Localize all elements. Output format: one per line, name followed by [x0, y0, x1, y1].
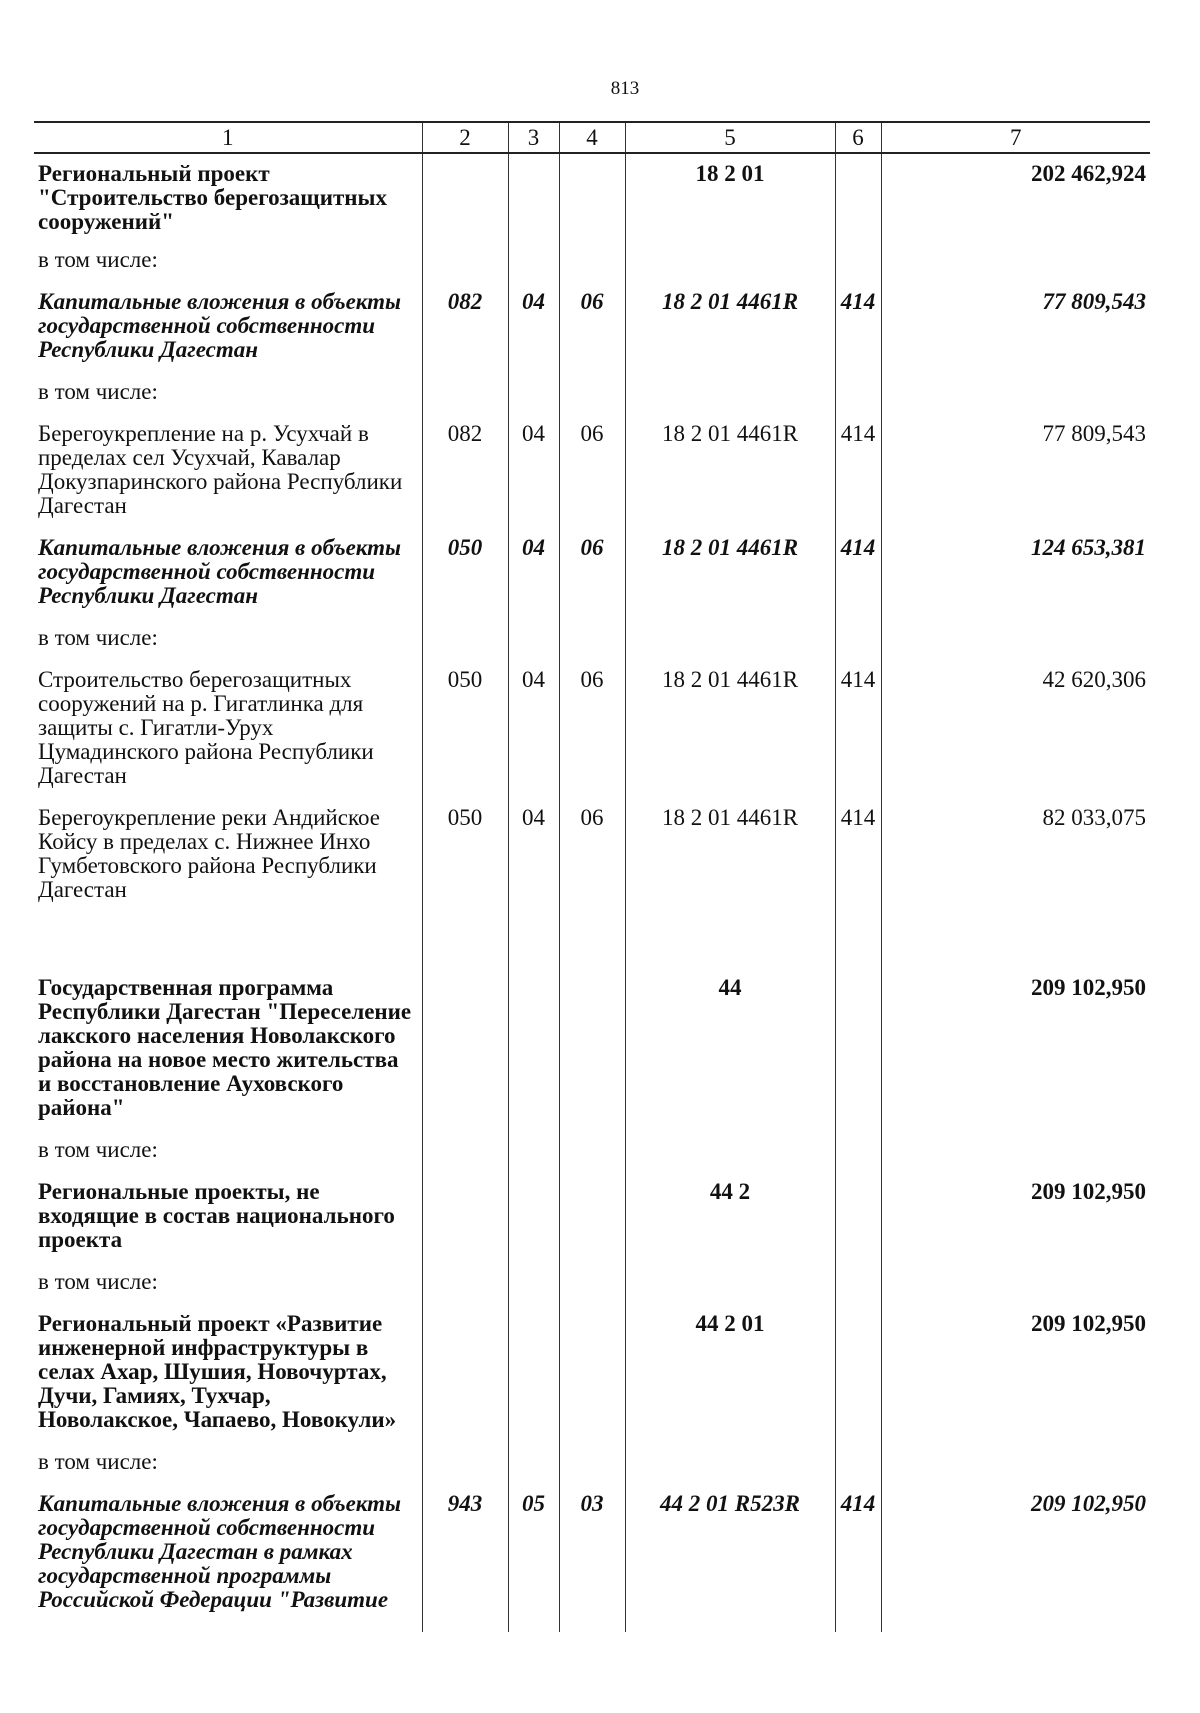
- cell-admin-code: 943: [422, 1488, 508, 1632]
- table-row: [34, 664, 1150, 802]
- cell-subsection: 03: [559, 1488, 625, 1632]
- cell-amount: 82 033,075: [881, 802, 1150, 972]
- cell-amount: 77 809,543: [881, 418, 1150, 532]
- cell-expense-type: [835, 1446, 881, 1488]
- cell-admin-code: [422, 376, 508, 418]
- cell-name: Капитальные вложения в объекты государственной собственности Республики Дагестан: [34, 286, 422, 376]
- cell-admin-code: [422, 622, 508, 664]
- cell-amount: [881, 376, 1150, 418]
- table-row: [34, 1308, 1150, 1446]
- cell-subsection: [559, 1176, 625, 1266]
- cell-subsection: [559, 376, 625, 418]
- cell-target-article: 18 2 01 4461R: [625, 664, 835, 802]
- cell-expense-type: [835, 153, 881, 244]
- cell-subsection: [559, 1134, 625, 1176]
- cell-name: в том числе:: [34, 1266, 422, 1308]
- cell-subsection: [559, 153, 625, 244]
- page-number: 813: [610, 78, 640, 99]
- cell-name: Берегоукрепление на р. Усухчай в пределах сел Усухчай, Кавалар Докузпаринского района Республики Дагестан: [34, 418, 422, 532]
- cell-admin-code: [422, 244, 508, 286]
- cell-target-article: 18 2 01: [625, 153, 835, 244]
- cell-admin-code: [422, 153, 508, 244]
- cell-name: Строительство берегозащитных сооружений на р. Гигатлинка для защиты с. Гигатли-Урух Цумадинского района Республики Дагестан: [34, 664, 422, 802]
- col-header-3: 3: [508, 122, 559, 153]
- cell-expense-type: 414: [835, 664, 881, 802]
- cell-subsection: 06: [559, 802, 625, 972]
- cell-section: [508, 1308, 559, 1446]
- cell-section: [508, 1266, 559, 1308]
- cell-subsection: [559, 1308, 625, 1446]
- cell-name: Региональные проекты, не входящие в состав национального проекта: [34, 1176, 422, 1266]
- cell-section: [508, 622, 559, 664]
- cell-admin-code: 082: [422, 286, 508, 376]
- cell-subsection: 06: [559, 532, 625, 622]
- cell-name: Капитальные вложения в объекты государственной собственности Республики Дагестан в рамках государственной программы Российской Федерации "Развитие: [34, 1488, 422, 1632]
- cell-amount: 124 653,381: [881, 532, 1150, 622]
- cell-section: [508, 244, 559, 286]
- cell-expense-type: 414: [835, 1488, 881, 1632]
- table-row: [34, 286, 1150, 376]
- table-row: [34, 802, 1150, 972]
- cell-expense-type: 414: [835, 532, 881, 622]
- cell-expense-type: [835, 1176, 881, 1266]
- cell-amount: 202 462,924: [881, 153, 1150, 244]
- cell-target-article: [625, 1134, 835, 1176]
- cell-target-article: 18 2 01 4461R: [625, 532, 835, 622]
- cell-target-article: 44 2 01 R523R: [625, 1488, 835, 1632]
- cell-amount: [881, 1134, 1150, 1176]
- col-header-2: 2: [422, 122, 508, 153]
- header-row: [34, 122, 1150, 153]
- cell-expense-type: [835, 1308, 881, 1446]
- cell-name: Региональный проект "Строительство берегозащитных сооружений": [34, 153, 422, 244]
- table-row: [34, 1176, 1150, 1266]
- cell-amount: 77 809,543: [881, 286, 1150, 376]
- cell-name: в том числе:: [34, 1446, 422, 1488]
- cell-name: Капитальные вложения в объекты государственной собственности Республики Дагестан: [34, 532, 422, 622]
- cell-amount: 42 620,306: [881, 664, 1150, 802]
- cell-admin-code: [422, 1176, 508, 1266]
- cell-expense-type: [835, 244, 881, 286]
- cell-section: 04: [508, 532, 559, 622]
- cell-target-article: [625, 244, 835, 286]
- cell-name: Региональный проект «Развитие инженерной инфраструктуры в селах Ахар, Шушия, Новочуртах, Дучи, Гамиях, Тухчар, Новолакское, Чапаево, Новокули»: [34, 1308, 422, 1446]
- cell-amount: [881, 1266, 1150, 1308]
- col-header-7: 7: [881, 122, 1150, 153]
- cell-name: в том числе:: [34, 622, 422, 664]
- cell-section: 04: [508, 664, 559, 802]
- table-row: [34, 1266, 1150, 1308]
- cell-admin-code: [422, 1266, 508, 1308]
- cell-subsection: [559, 622, 625, 664]
- cell-expense-type: 414: [835, 286, 881, 376]
- cell-admin-code: 050: [422, 664, 508, 802]
- cell-target-article: [625, 376, 835, 418]
- cell-admin-code: [422, 972, 508, 1134]
- cell-target-article: 44: [625, 972, 835, 1134]
- cell-amount: 209 102,950: [881, 1488, 1150, 1632]
- cell-section: [508, 972, 559, 1134]
- cell-name: Государственная программа Республики Дагестан "Переселение лакского населения Новолакского района на новое место жительства и восстановление Ауховского района": [34, 972, 422, 1134]
- cell-subsection: [559, 1446, 625, 1488]
- cell-section: [508, 153, 559, 244]
- cell-section: 04: [508, 418, 559, 532]
- table-row: [34, 244, 1150, 286]
- cell-target-article: [625, 1446, 835, 1488]
- cell-section: [508, 376, 559, 418]
- cell-name: в том числе:: [34, 244, 422, 286]
- table-row: [34, 1488, 1150, 1632]
- cell-expense-type: [835, 972, 881, 1134]
- table-row: [34, 972, 1150, 1134]
- cell-target-article: [625, 622, 835, 664]
- cell-section: [508, 1446, 559, 1488]
- table-row: [34, 153, 1150, 244]
- table-row: [34, 622, 1150, 664]
- cell-subsection: [559, 1266, 625, 1308]
- col-header-6: 6: [835, 122, 881, 153]
- cell-target-article: [625, 1266, 835, 1308]
- cell-amount: 209 102,950: [881, 972, 1150, 1134]
- cell-expense-type: 414: [835, 802, 881, 972]
- cell-target-article: 18 2 01 4461R: [625, 418, 835, 532]
- cell-name: в том числе:: [34, 1134, 422, 1176]
- cell-admin-code: [422, 1134, 508, 1176]
- table-row: [34, 1446, 1150, 1488]
- cell-amount: 209 102,950: [881, 1176, 1150, 1266]
- cell-subsection: 06: [559, 418, 625, 532]
- cell-target-article: 18 2 01 4461R: [625, 286, 835, 376]
- cell-subsection: [559, 244, 625, 286]
- cell-section: 04: [508, 802, 559, 972]
- table-row: [34, 1134, 1150, 1176]
- cell-expense-type: [835, 622, 881, 664]
- budget-table: [34, 121, 1150, 1632]
- col-header-4: 4: [559, 122, 625, 153]
- cell-admin-code: [422, 1446, 508, 1488]
- table-row: [34, 376, 1150, 418]
- cell-expense-type: [835, 376, 881, 418]
- cell-expense-type: 414: [835, 418, 881, 532]
- cell-admin-code: [422, 1308, 508, 1446]
- cell-target-article: 18 2 01 4461R: [625, 802, 835, 972]
- col-header-1: 1: [34, 122, 422, 153]
- cell-admin-code: 050: [422, 532, 508, 622]
- table-row: [34, 532, 1150, 622]
- col-header-5: 5: [625, 122, 835, 153]
- table-row: [34, 418, 1150, 532]
- cell-section: [508, 1134, 559, 1176]
- cell-expense-type: [835, 1266, 881, 1308]
- cell-name: Берегоукрепление реки Андийское Койсу в пределах с. Нижнее Инхо Гумбетовского района Республики Дагестан: [34, 802, 422, 972]
- cell-amount: 209 102,950: [881, 1308, 1150, 1446]
- cell-section: 05: [508, 1488, 559, 1632]
- cell-section: 04: [508, 286, 559, 376]
- cell-section: [508, 1176, 559, 1266]
- cell-admin-code: 082: [422, 418, 508, 532]
- cell-subsection: 06: [559, 664, 625, 802]
- cell-name: в том числе:: [34, 376, 422, 418]
- cell-subsection: [559, 972, 625, 1134]
- cell-amount: [881, 1446, 1150, 1488]
- cell-target-article: 44 2: [625, 1176, 835, 1266]
- table-body: [34, 153, 1150, 1632]
- cell-target-article: 44 2 01: [625, 1308, 835, 1446]
- cell-subsection: 06: [559, 286, 625, 376]
- cell-admin-code: 050: [422, 802, 508, 972]
- cell-amount: [881, 622, 1150, 664]
- cell-amount: [881, 244, 1150, 286]
- cell-expense-type: [835, 1134, 881, 1176]
